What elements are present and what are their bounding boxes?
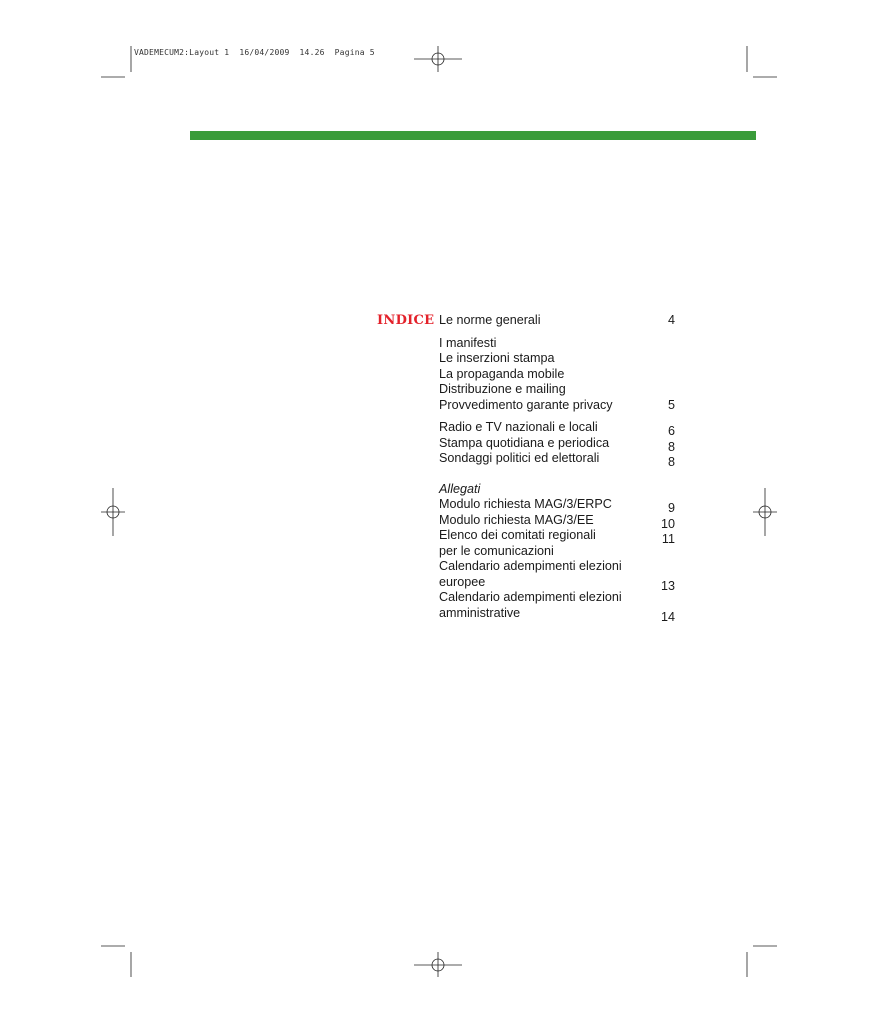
toc-entry-title: Le inserzioni stampa — [439, 351, 555, 365]
registration-mark-top — [414, 46, 462, 72]
toc-entry-page: 13 — [660, 578, 675, 593]
allegati-heading: Allegati — [439, 481, 481, 496]
toc-entry-title: europee — [439, 574, 486, 589]
toc-entry — [439, 436, 675, 452]
toc-entry-page — [655, 559, 675, 575]
toc-group — [439, 336, 675, 414]
toc-entry-title: amministrative — [439, 605, 521, 620]
toc-entry-page: 5 — [667, 397, 675, 412]
indice-heading: INDICE — [377, 313, 435, 328]
toc-entry-title: La propaganda mobile — [439, 366, 565, 381]
toc-entry-page — [655, 367, 675, 383]
toc-entry — [439, 528, 675, 544]
toc-entry — [439, 398, 675, 414]
toc-entry — [439, 451, 675, 467]
toc-entry-page: 4 — [667, 313, 675, 327]
toc-entry — [439, 513, 675, 529]
toc-entry-page — [655, 382, 675, 398]
toc-entry-page: 8 — [667, 439, 675, 454]
print-slug: VADEMECUM2:Layout 1 16/04/2009 14.26 Pagina 5 — [134, 48, 375, 57]
toc-subheading — [439, 482, 675, 498]
toc-entry — [439, 559, 675, 575]
toc-entry — [439, 382, 675, 398]
toc-entry-title: Le norme generali — [439, 313, 541, 327]
toc-entry-page: 14 — [660, 609, 675, 624]
toc-entry-page: 8 — [667, 455, 675, 469]
table-of-contents — [439, 313, 675, 624]
toc-entry-title: Elenco dei comitati regionali — [439, 528, 596, 542]
header-green-bar — [190, 131, 756, 140]
toc-entry-page — [655, 336, 675, 352]
toc-entry-page: 9 — [667, 501, 675, 515]
toc-entry-title: Distribuzione e mailing — [439, 382, 566, 396]
toc-entry-title: Sondaggi politici ed elettorali — [439, 451, 600, 465]
toc-entry — [439, 606, 675, 622]
registration-mark-left — [101, 488, 125, 536]
toc-entry-title: I manifesti — [439, 335, 497, 350]
toc-entry-page — [655, 351, 675, 367]
toc-entry-page: 6 — [667, 424, 675, 438]
toc-entry-title: Modulo richiesta MAG/3/EE — [439, 512, 594, 527]
toc-group-allegati — [439, 482, 675, 622]
toc-entry-title: Stampa quotidiana e periodica — [439, 435, 610, 450]
registration-mark-bottom — [414, 952, 462, 977]
toc-group — [439, 313, 675, 329]
toc-entry-page: 11 — [661, 532, 675, 546]
toc-entry-title: Calendario adempimenti elezioni — [439, 590, 622, 604]
toc-entry-title: Provvedimento garante privacy — [439, 397, 613, 412]
toc-entry — [439, 351, 675, 367]
toc-entry — [439, 575, 675, 591]
toc-entry-title: Calendario adempimenti elezioni — [439, 559, 622, 573]
toc-entry — [439, 313, 675, 329]
toc-entry-title: Modulo richiesta MAG/3/ERPC — [439, 497, 612, 511]
toc-group — [439, 420, 675, 467]
toc-entry-title: Radio e TV nazionali e locali — [439, 420, 598, 434]
toc-entry — [439, 367, 675, 383]
toc-entry — [439, 420, 675, 436]
toc-entry-title: per le comunicazioni — [439, 543, 554, 558]
registration-mark-right — [753, 488, 777, 536]
toc-entry-page: 10 — [660, 516, 675, 531]
toc-entry — [439, 590, 675, 606]
toc-entry — [439, 497, 675, 513]
toc-entry — [439, 336, 675, 352]
toc-entry — [439, 544, 675, 560]
